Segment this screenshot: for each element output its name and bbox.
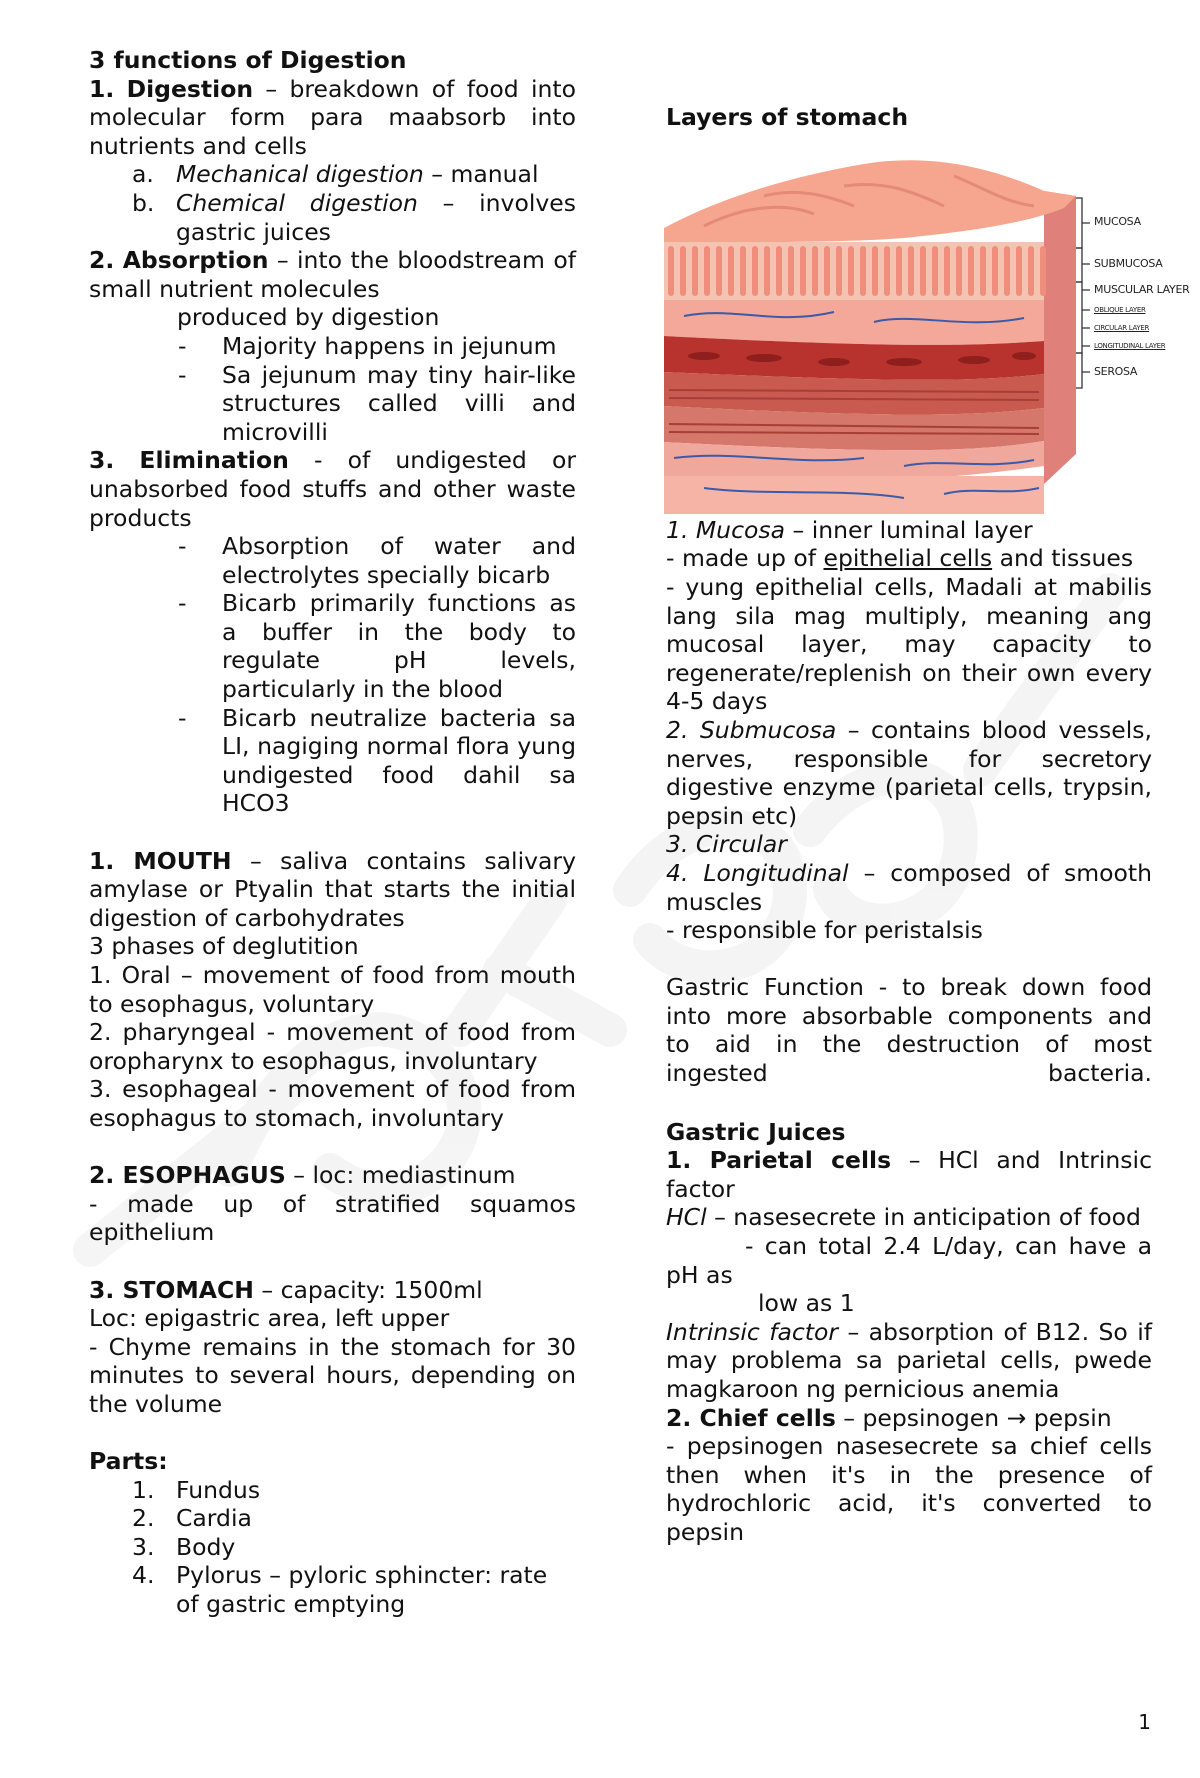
villus [980, 246, 986, 296]
villus [704, 246, 710, 296]
stomach-layers-figure [644, 136, 1190, 514]
page-number: 1 [1138, 1710, 1151, 1734]
villus [716, 246, 722, 296]
villus [680, 246, 686, 296]
list-item: 3. Body [132, 1532, 236, 1561]
villus [788, 246, 794, 296]
villus [944, 246, 950, 296]
esophagus-note: - made up of stratified squamos epithelium [89, 1189, 576, 1247]
layers-title: Layers of stomach [666, 103, 909, 132]
figure-label-submucosa: SUBMUCOSA [1094, 256, 1163, 270]
villus [1004, 246, 1010, 296]
deglutition-title: 3 phases of deglutition [89, 932, 359, 961]
villus [764, 246, 770, 296]
list-item: - Majority happens in jejunum [178, 331, 557, 360]
deglutition-phase: 3. esophageal - movement of food from esophagus to stomach, involuntary [89, 1075, 576, 1132]
esophagus-heading: 2. ESOPHAGUS – loc: mediastinum [89, 1161, 516, 1190]
mucosa-note: - made up of epithelial cells and tissues [666, 544, 1134, 573]
villus [896, 246, 902, 296]
mucosa-heading: 1. Mucosa – inner luminal layer [666, 515, 1033, 544]
villus [812, 246, 818, 296]
list-item: - Bicarb neutralize bacteria sa LI, nagiging normal flora yung undigested food dahil sa HCO3 [178, 703, 576, 818]
villus [848, 246, 854, 296]
section-title: 3 functions of Digestion [89, 46, 407, 74]
submucosa-paragraph: 2. Submucosa – contains blood vessels, nerves, responsible for secretory digestive enzyme (parietal cells, trypsin, pepsin etc) [666, 715, 1152, 830]
hcl-note: - can total 2.4 L/day, can have a pH as [666, 1232, 1152, 1289]
villus [932, 246, 938, 296]
figure-label-serosa: SEROSA [1094, 364, 1138, 378]
villus [800, 246, 806, 296]
list-item: b. Chemical digestion – involves gastric juices [132, 188, 576, 246]
absorption-definition: 2. Absorption – into the bloodstream of small nutrient molecules [89, 246, 576, 303]
gastric-juices-title: Gastric Juices [666, 1117, 846, 1146]
list-item: - Bicarb primarily functions as a buffer in the body to regulate pH levels, particularly in the blood [178, 589, 576, 704]
absorption-continued: produced by digestion [177, 303, 440, 332]
villus [992, 246, 998, 296]
list-item: - Absorption of water and electrolytes specially bicarb [178, 532, 576, 589]
villus [752, 246, 758, 296]
villus [728, 246, 734, 296]
stomach-heading: 3. STOMACH – capacity: 1500ml [89, 1275, 483, 1304]
villus [1040, 246, 1046, 296]
intrinsic-factor-paragraph: Intrinsic factor – absorption of B12. So if may problema sa parietal cells, pwede magkaroon ng pernicious anemia [666, 1317, 1152, 1403]
mucosa-regeneration-note: - yung epithelial cells, Madali at mabilis lang sila mag multiply, meaning ang mucosal layer, may capacity to regenerate/replenish on their own every 4-5 days [666, 572, 1152, 716]
chief-cells-heading: 2. Chief cells – pepsinogen → pepsin [666, 1403, 1112, 1432]
figure-label-muscular: MUSCULAR LAYER [1094, 282, 1190, 296]
stomach-note: - Chyme remains in the stomach for 30 minutes to several hours, depending on the volume [89, 1332, 576, 1418]
deglutition-phase: 2. pharyngeal - movement of food from oropharynx to esophagus, involuntary [89, 1018, 576, 1075]
villus [836, 246, 842, 296]
villus [740, 246, 746, 296]
figure-label-oblique: OBLIQUE LAYER [1094, 305, 1146, 314]
villus [692, 246, 698, 296]
elimination-definition: 3. Elimination - of undigested or unabsorbed food stuffs and other waste products [89, 446, 576, 532]
hcl-note-continued: low as 1 [758, 1289, 855, 1318]
list-item: - Sa jejunum may tiny hair-like structures called villi and microvilli [178, 360, 576, 446]
left-column [89, 46, 576, 1619]
longitudinal-paragraph: 4. Longitudinal – composed of smooth muscles [666, 858, 1152, 916]
villus [908, 246, 914, 296]
villus [920, 246, 926, 296]
figure-label-circular: CIRCULAR LAYER [1094, 323, 1150, 332]
deglutition-phase: 1. Oral – movement of food from mouth to esophagus, voluntary [89, 961, 576, 1018]
villus [956, 246, 962, 296]
gastric-function: Gastric Function - to break down food into more absorbable components and to aid in the destruction of most ingested bacteria. [666, 973, 1152, 1088]
villus [872, 246, 878, 296]
stomach-location: Loc: epigastric area, left upper [89, 1304, 450, 1333]
parts-title: Parts: [89, 1447, 168, 1476]
villus [824, 246, 830, 296]
villus [1016, 246, 1022, 296]
villus [968, 246, 974, 296]
circular-heading: 3. Circular [666, 830, 787, 859]
chief-cells-note: - pepsinogen nasesecrete sa chief cells then when it's in the presence of hydrochloric acid, it's converted to pepsin [666, 1432, 1152, 1546]
list-item: 1. Fundus [132, 1475, 261, 1504]
villus [860, 246, 866, 296]
list-item: a. Mechanical digestion – manual [132, 160, 539, 189]
figure-label-mucosa: MUCOSA [1094, 214, 1141, 228]
digestion-definition: 1. Digestion – breakdown of food into molecular form para maabsorb into nutrients and cells [89, 74, 576, 160]
villus [884, 246, 890, 296]
parietal-cells-heading: 1. Parietal cells – HCl and Intrinsic factor [666, 1146, 1152, 1203]
villus [668, 246, 674, 296]
villus [1028, 246, 1034, 296]
hcl-paragraph: HCl – nasesecrete in anticipation of food [666, 1203, 1141, 1232]
mouth-paragraph: 1. MOUTH – saliva contains salivary amylase or Ptyalin that starts the initial digestion of carbohydrates [89, 846, 576, 932]
villus [776, 246, 782, 296]
right-column [666, 46, 1190, 1547]
figure-label-longitudinal: LONGITUDINAL LAYER [1094, 341, 1166, 350]
list-item: 2. Cardia [132, 1504, 252, 1533]
list-item: 4. Pylorus – pyloric sphincter: rate of gastric emptying [132, 1561, 548, 1619]
longitudinal-note: - responsible for peristalsis [666, 916, 983, 945]
